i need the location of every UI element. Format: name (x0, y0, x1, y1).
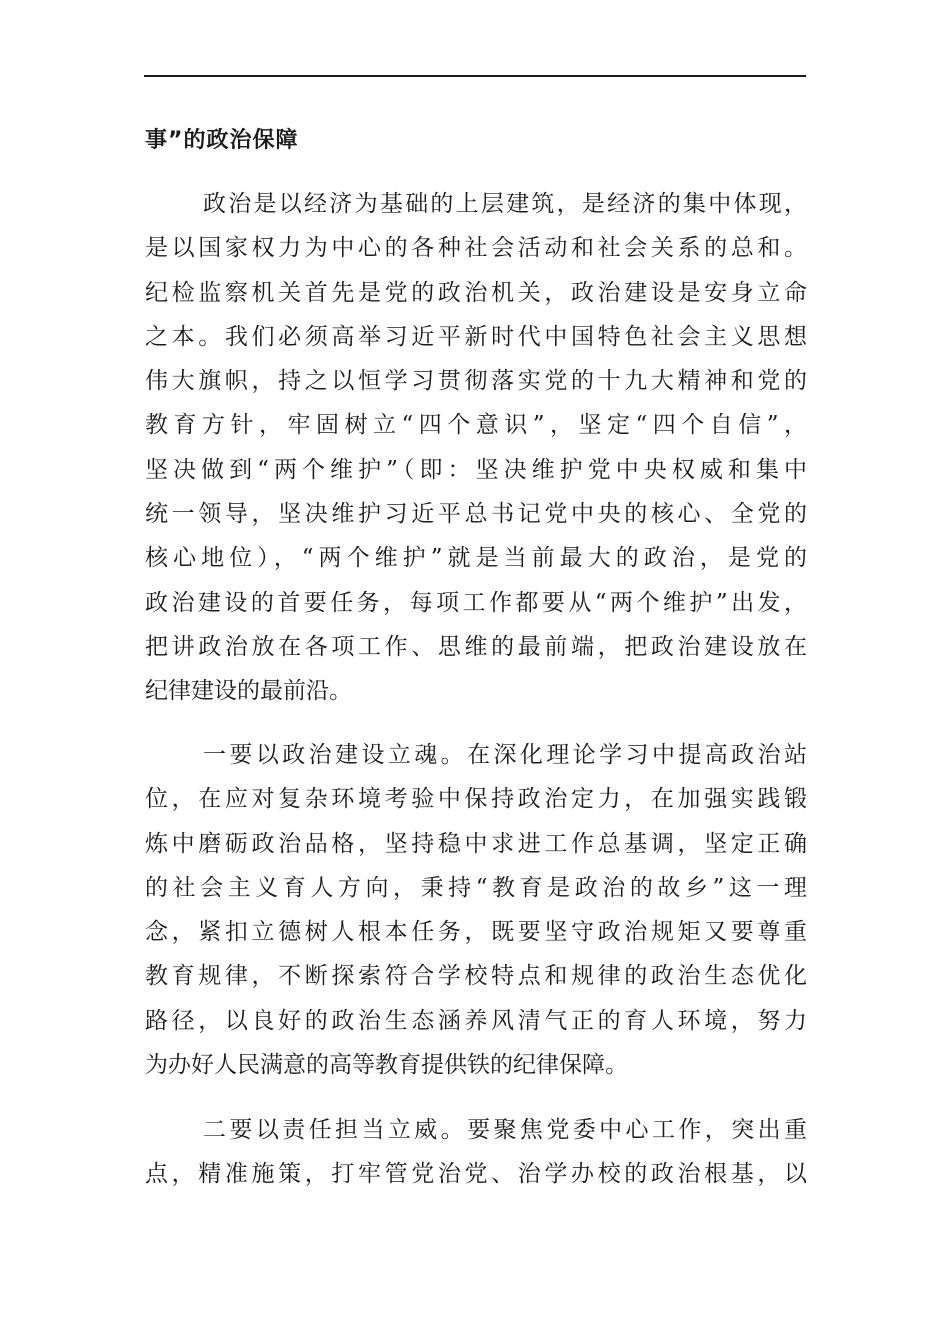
paragraph-line: 教育方针，牢固树立“四个意识”，坚定“四个自信”， (145, 412, 807, 439)
paragraph-line: 为办好人民满意的高等教育提供铁的纪律保障。 (145, 1052, 628, 1079)
paragraph-2 (145, 733, 807, 1087)
paragraph-line: 纪检监察机关首先是党的政治机关，政治建设是安身立命 (145, 279, 807, 306)
paragraph-line: 核心地位），“两个维护”就是当前最大的政治，是党的 (145, 545, 807, 572)
paragraph-line: 的社会主义育人方向，秉持“教育是政治的故乡”这一理 (145, 874, 807, 901)
paragraph-line: 教育规律，不断探索符合学校特点和规律的政治生态优化 (145, 963, 807, 990)
paragraph-line: 炼中磨砺政治品格，坚持稳中求进工作总基调，坚定正确 (145, 830, 807, 857)
section-heading: 事”的政治保障 (145, 128, 299, 153)
paragraph-line: 是以国家权力为中心的各种社会活动和社会关系的总和。 (145, 235, 807, 262)
paragraph-line: 点，精准施策，打牢管党治党、治学办校的政治根基，以 (145, 1161, 807, 1188)
paragraph-line: 二要以责任担当立威。要聚焦党委中心工作，突出重 (203, 1117, 807, 1143)
paragraph-3 (145, 1108, 807, 1197)
paragraph-line: 把讲政治放在各项工作、思维的最前端，把政治建设放在 (145, 633, 807, 660)
paragraph-line: 统一领导，坚决维护习近平总书记党中央的核心、全党的 (145, 501, 807, 528)
paragraph-line: 伟大旗帜，持之以恒学习贯彻落实党的十九大精神和党的 (145, 368, 807, 395)
paragraph-1 (145, 182, 807, 714)
paragraph-line: 路径，以良好的政治生态涵养风清气正的育人环境，努力 (145, 1007, 807, 1034)
paragraph-line: 一要以政治建设立魂。在深化理论学习中提高政治站 (203, 742, 807, 768)
paragraph-line: 之本。我们必须高举习近平新时代中国特色社会主义思想 (145, 323, 807, 350)
paragraph-line: 念，紧扣立德树人根本任务，既要坚守政治规矩又要尊重 (145, 919, 807, 946)
paragraph-line: 纪律建设的最前沿。 (145, 678, 352, 705)
header-rule (144, 75, 806, 77)
paragraph-line: 政治建设的首要任务，每项工作都要从“两个维护”出发， (145, 589, 807, 616)
paragraph-line: 政治是以经济为基础的上层建筑，是经济的集中体现， (203, 191, 807, 217)
paragraph-line: 位，在应对复杂环境考验中保持政治定力，在加强实践锻 (145, 786, 807, 813)
paragraph-line: 坚决做到“两个维护”（即：坚决维护党中央权威和集中 (145, 456, 807, 483)
